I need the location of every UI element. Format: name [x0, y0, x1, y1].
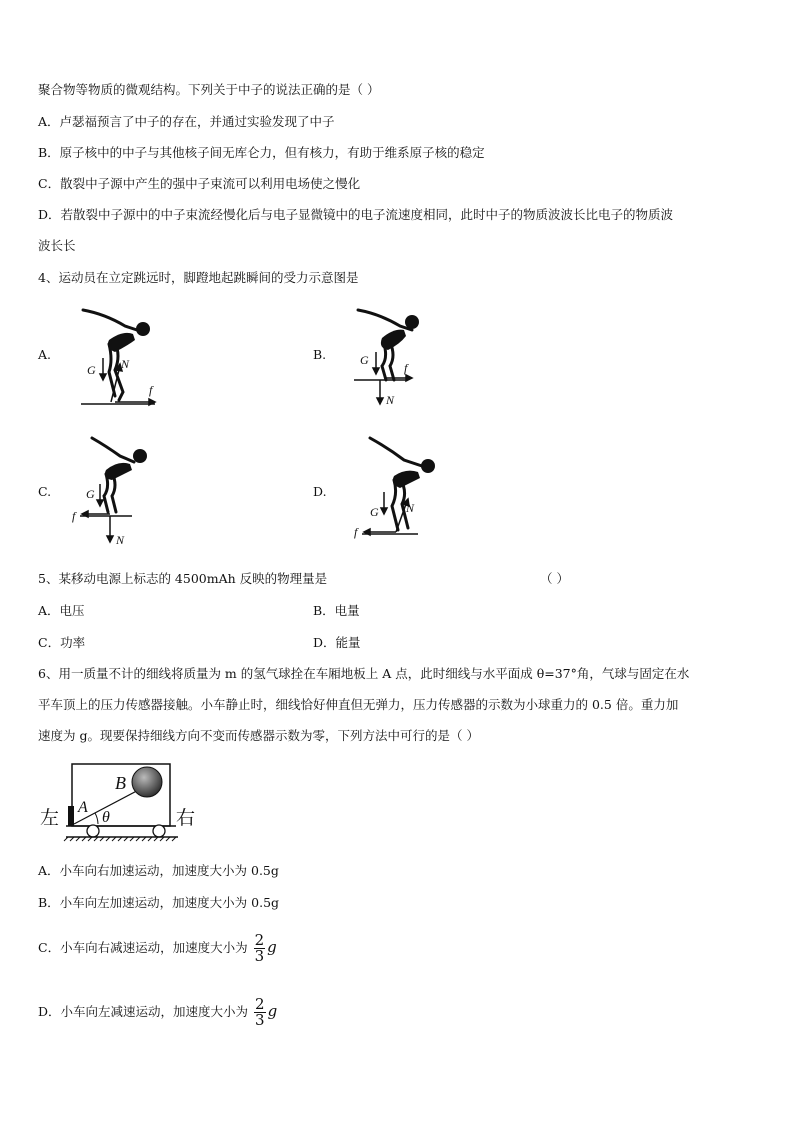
jumper-head: [421, 459, 435, 473]
jumper-leg-2: [392, 480, 398, 530]
fraction-denominator: 3: [255, 1011, 265, 1029]
fraction-denominator: 3: [254, 947, 265, 965]
q4-figure-b: [350, 300, 450, 412]
label-right: 右: [176, 808, 196, 829]
q3-option-d-line1: D．若散裂中子源中的中子束流经慢化后与电子显微镜中的电子流速度相同，此时中子的物质波波长比电子的物质波: [38, 207, 674, 222]
label-f: f: [149, 383, 153, 397]
q6-option-c-text: C．小车向右减速运动，加速度大小为: [38, 940, 248, 955]
fraction-numerator: 2: [255, 995, 265, 1013]
q4-label-d: D.: [313, 484, 327, 499]
force-n-head: [377, 398, 383, 404]
label-left: 左: [40, 808, 60, 829]
label-n: N: [406, 501, 415, 515]
label-g: G: [87, 363, 96, 377]
q4-label-c: C.: [38, 484, 52, 499]
force-g-head: [381, 508, 387, 514]
fraction-numerator: 2: [254, 931, 265, 949]
label-ball-b: B: [115, 773, 126, 793]
symbol-g: g: [267, 938, 277, 956]
q4-stem: 4、运动员在立定跳远时，脚蹬地起跳瞬间的受力示意图是: [38, 270, 359, 285]
cart-svg: [38, 758, 208, 840]
label-g: G: [360, 353, 369, 367]
q4-figure-d: [352, 432, 452, 550]
q4-figure-a: [75, 300, 175, 412]
angle-arc: [95, 813, 98, 824]
q5-option-b: B．电量: [313, 603, 360, 618]
q6-stem-line3: 速度为 g。现要保持细线方向不变而传感器示数为零，下列方法中可行的是（ ）: [38, 728, 479, 743]
q3-option-b: B．原子核中的中子与其他核子间无库仑力，但有核力，有助于维系原子核的稳定: [38, 145, 485, 160]
jumper-arms: [92, 438, 134, 462]
label-point-a: A: [78, 799, 88, 816]
balloon-ball: [132, 767, 162, 797]
jumper-arms: [83, 310, 137, 330]
wheel-right: [153, 825, 165, 837]
jumper-torso: [108, 333, 135, 352]
label-g: G: [370, 505, 379, 519]
q6-option-a: A．小车向右加速运动，加速度大小为 0.5g: [38, 863, 279, 878]
label-theta: θ: [102, 809, 110, 826]
jumper-b-svg: [350, 300, 450, 412]
q6-stem-line1: 6、用一质量不计的细线将质量为 m 的氢气球拴在车厢地板上 A 点，此时细线与水平面成 θ=37°角，气球与固定在水: [38, 666, 690, 681]
q4-label-b: B.: [313, 347, 327, 362]
fraction-two-thirds: [254, 933, 266, 964]
jumper-torso: [381, 330, 406, 350]
force-n-head: [107, 536, 113, 542]
jumper-d-svg: [352, 432, 452, 550]
jumper-torso: [393, 471, 420, 488]
label-f: f: [72, 509, 76, 523]
jumper-arms: [358, 310, 412, 330]
jumper-leg-2: [104, 474, 108, 512]
q5-option-a: A．电压: [38, 603, 85, 618]
q6-stem-line2: 平车顶上的压力传感器接触。小车静止时，细线恰好伸直但无弹力，压力传感器的示数为小球重力的 0.5 倍。重力加: [38, 697, 679, 712]
jumper-head: [133, 449, 147, 463]
label-n: N: [116, 533, 125, 547]
q6-option-c: [38, 928, 277, 967]
jumper-head: [136, 322, 150, 336]
jumper-a-svg: [75, 300, 175, 412]
q6-option-d-text: D．小车向左减速运动，加速度大小为: [38, 1004, 249, 1019]
label-n: N: [386, 393, 395, 407]
force-g-head: [373, 368, 379, 374]
symbol-g: g: [267, 1002, 278, 1020]
label-n: N: [121, 357, 130, 371]
wheel-left: [87, 825, 99, 837]
q3-option-c: C．散裂中子源中产生的强中子束流可以利用电场使之慢化: [38, 176, 361, 191]
q3-stem-tail: 聚合物等物质的微观结构。下列关于中子的说法正确的是（ ）: [38, 82, 380, 97]
q4-figure-c: [70, 432, 170, 550]
q5-answer-paren: （ ）: [540, 571, 569, 586]
q6-figure-cart: [38, 758, 208, 840]
label-f: f: [404, 361, 408, 375]
jumper-arms: [370, 438, 422, 466]
anchor-block: [68, 806, 74, 826]
jumper-leg-2: [382, 344, 386, 380]
force-g-head: [97, 500, 103, 506]
jumper-c-svg: [70, 432, 170, 550]
q5-option-c: C．功率: [38, 635, 86, 650]
force-f-head: [406, 375, 412, 381]
jumper-head: [405, 315, 419, 329]
label-g: G: [86, 487, 95, 501]
q4-label-a: A.: [38, 347, 52, 362]
force-g-head: [100, 374, 106, 380]
q3-option-d-line2: 波长长: [38, 238, 76, 253]
label-f: f: [354, 525, 358, 539]
fraction-two-thirds: [254, 997, 266, 1028]
q5-option-d: D．能量: [313, 635, 361, 650]
q5-stem: 5、某移动电源上标志的 4500mAh 反映的物理量是: [38, 571, 328, 586]
q3-option-a: A．卢瑟福预言了中子的存在，并通过实验发现了中子: [38, 114, 335, 129]
jumper-torso: [105, 463, 132, 480]
q6-option-b: B．小车向左加速运动，加速度大小为 0.5g: [38, 895, 280, 910]
q6-option-d: [38, 992, 277, 1031]
